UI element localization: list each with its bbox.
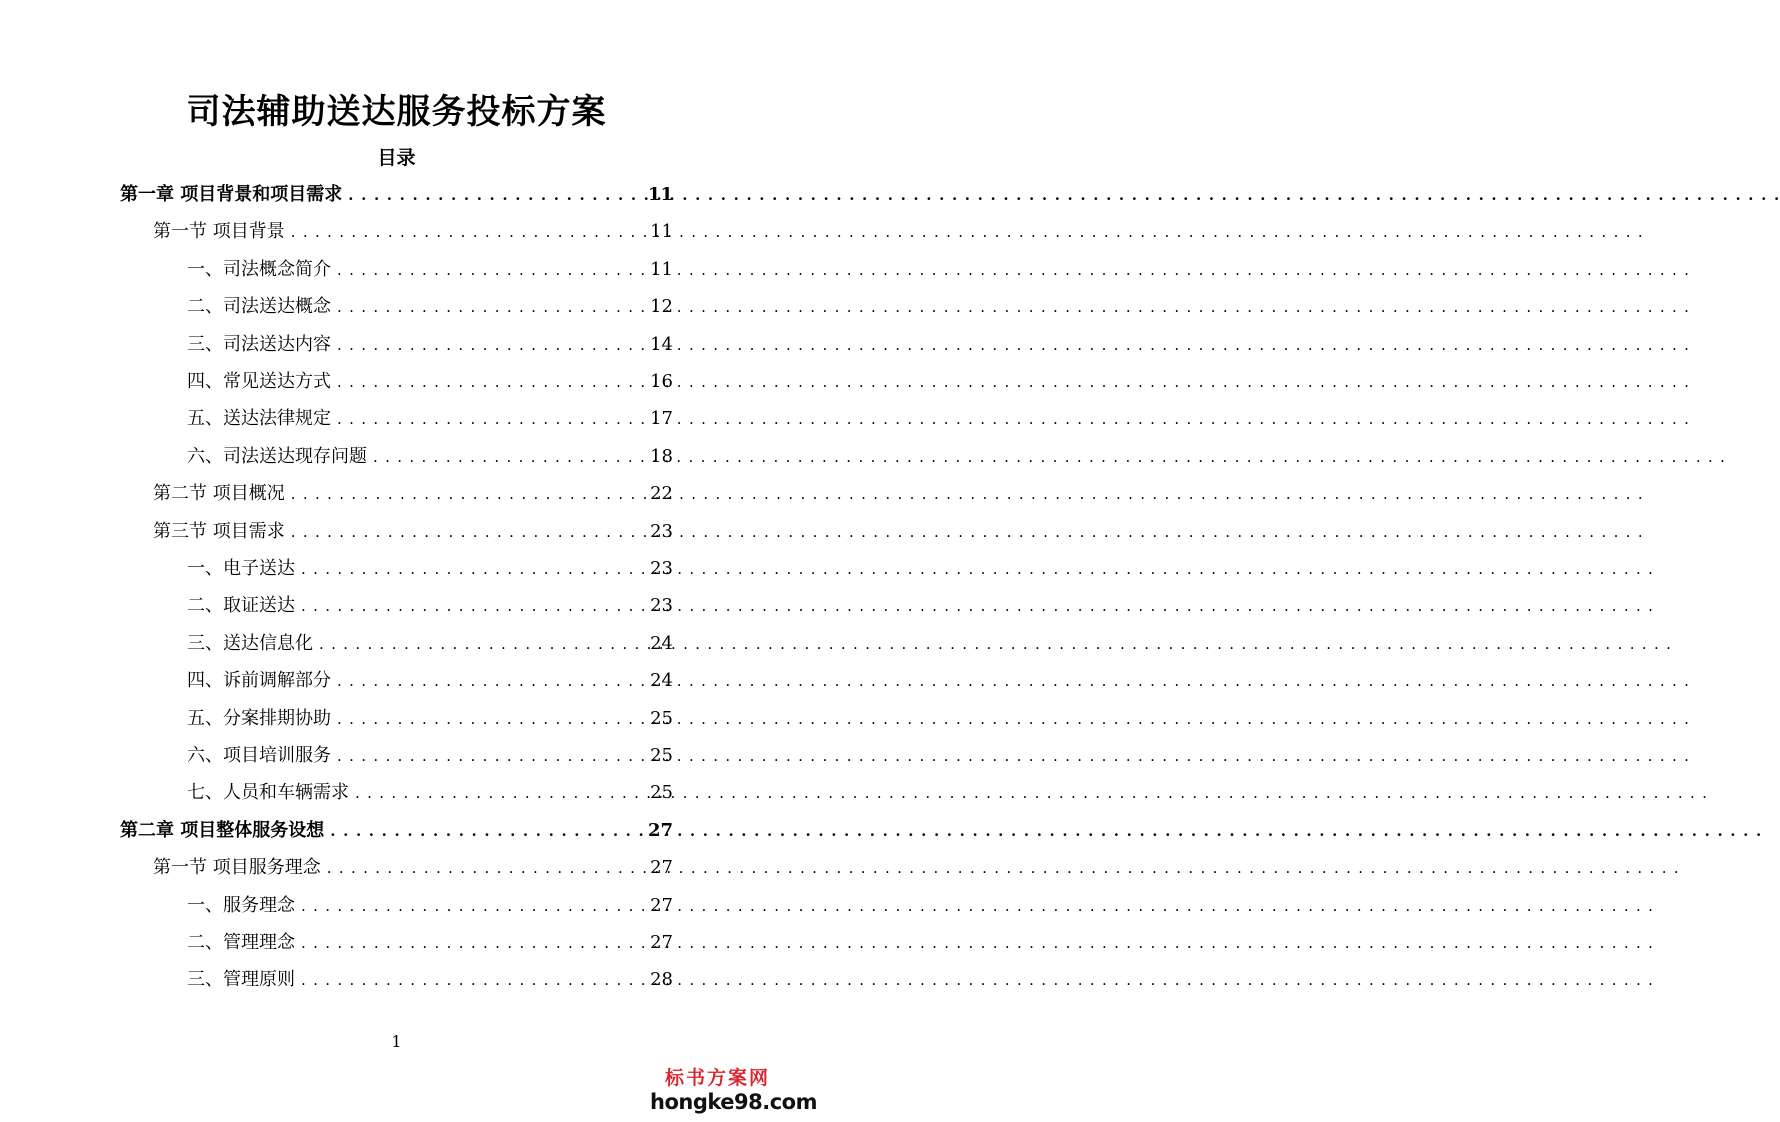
toc-entry-page: 23 <box>650 558 673 579</box>
toc-entry-page: 27 <box>650 932 673 953</box>
toc-dot-leader <box>337 742 641 770</box>
toc-dot-leader <box>301 892 641 920</box>
toc-entry-page: 25 <box>650 782 673 804</box>
toc-dot-leader <box>373 443 641 471</box>
toc-entry-page: 23 <box>650 595 673 617</box>
page-number: 1 <box>391 1032 402 1051</box>
toc-dot-leader <box>355 779 641 807</box>
toc-entry-label: 四、诉前调解部分 <box>187 670 331 692</box>
toc-entry-label: 六、项目培训服务 <box>187 745 331 766</box>
toc-entry-label: 第二章 项目整体服务设想 <box>120 819 325 841</box>
toc-entry-page: 12 <box>650 296 673 318</box>
toc-entry-label: 第一节 项目背景 <box>153 221 285 243</box>
toc-entry-page: 11 <box>647 184 673 205</box>
toc-entry[interactable] <box>187 705 673 733</box>
watermark-url: hongke98.com <box>650 1090 817 1114</box>
toc-entry-label: 二、取证送达 <box>187 595 295 617</box>
toc-entry[interactable] <box>187 331 673 359</box>
toc-entry-page: 24 <box>650 670 673 692</box>
toc-entry[interactable] <box>187 742 673 770</box>
toc-entry[interactable] <box>187 779 673 807</box>
toc-dot-leader <box>301 929 641 957</box>
toc-entry[interactable] <box>187 892 673 920</box>
toc-entry[interactable] <box>187 256 673 284</box>
toc-entry-page: 27 <box>650 894 673 916</box>
toc-entry[interactable] <box>187 929 673 957</box>
watermark-brand: 标书方案网 <box>664 1067 770 1089</box>
toc-entry-label: 三、管理原则 <box>187 969 295 991</box>
toc-entry[interactable] <box>153 854 673 882</box>
toc-entry-label: 三、司法送达内容 <box>187 333 331 355</box>
toc-entry-page: 28 <box>650 969 673 991</box>
document-title: 司法辅助送达服务投标方案 <box>186 92 607 132</box>
toc-entry-page: 25 <box>650 745 673 766</box>
toc-dot-leader <box>337 331 641 359</box>
toc-dot-leader <box>291 518 641 546</box>
toc-entry-page: 24 <box>650 632 673 654</box>
toc-entry-label: 第三节 项目需求 <box>153 520 285 542</box>
toc-entry-page: 23 <box>650 520 673 542</box>
toc-dot-leader <box>327 854 641 882</box>
toc-entry-page: 27 <box>650 857 673 879</box>
toc-entry-label: 七、人员和车辆需求 <box>187 782 349 804</box>
toc-dot-leader <box>291 218 641 246</box>
toc-entry-page: 22 <box>650 483 673 505</box>
site-watermark <box>650 1066 817 1114</box>
toc-entry-label: 三、送达信息化 <box>187 632 313 654</box>
toc-entry[interactable] <box>187 555 673 583</box>
toc-entry-label: 第二节 项目概况 <box>153 483 285 505</box>
toc-dot-leader <box>301 966 641 994</box>
toc-entry[interactable] <box>187 630 673 658</box>
toc-dot-leader <box>319 630 641 658</box>
toc-dot-leader <box>337 405 641 433</box>
toc-entry[interactable] <box>187 293 673 321</box>
toc-entry-label: 二、管理理念 <box>187 932 295 953</box>
toc-heading: 目录 <box>377 147 416 169</box>
toc-entry[interactable] <box>187 966 673 994</box>
toc-entry-label: 六、司法送达现存问题 <box>187 445 367 467</box>
toc-entry[interactable] <box>187 368 673 396</box>
toc-entry[interactable] <box>187 592 673 620</box>
toc-entry[interactable] <box>153 218 673 246</box>
toc-entry-label: 五、分案排期协助 <box>187 707 331 729</box>
toc-entry-label: 四、常见送达方式 <box>187 371 331 392</box>
toc-entry-page: 11 <box>650 258 673 280</box>
toc-entry-label: 一、电子送达 <box>187 558 295 579</box>
toc-dot-leader <box>301 555 641 583</box>
toc-dot-leader <box>337 667 641 695</box>
toc-entry-page: 16 <box>650 371 673 392</box>
toc-entry[interactable] <box>153 518 673 546</box>
toc-entry-label: 五、送达法律规定 <box>187 408 331 430</box>
toc-dot-leader <box>348 181 640 209</box>
toc-dot-leader <box>337 705 641 733</box>
toc-dot-leader <box>330 817 640 845</box>
toc-dot-leader <box>301 592 641 620</box>
toc-entry[interactable] <box>187 443 673 471</box>
toc-entry[interactable] <box>187 405 673 433</box>
toc-entry-page: 17 <box>650 408 673 430</box>
toc-entry-page: 18 <box>650 445 673 467</box>
toc-entry-page: 25 <box>650 707 673 729</box>
toc-entry[interactable] <box>120 817 673 845</box>
toc-dot-leader <box>291 480 641 508</box>
toc-entry[interactable] <box>120 181 673 209</box>
toc-entry-label: 第一章 项目背景和项目需求 <box>120 184 343 205</box>
toc-dot-leader <box>337 368 641 396</box>
toc-dot-leader <box>337 256 641 284</box>
toc-entry-page: 27 <box>647 819 673 841</box>
toc-entry-label: 二、司法送达概念 <box>187 296 331 318</box>
toc-entry-label: 第一节 项目服务理念 <box>153 857 321 879</box>
toc-entry[interactable] <box>187 667 673 695</box>
toc-entry[interactable] <box>153 480 673 508</box>
toc-dot-leader <box>337 293 641 321</box>
toc-entry-page: 11 <box>650 221 673 243</box>
toc-entry-page: 14 <box>650 333 673 355</box>
toc-entry-label: 一、司法概念简介 <box>187 258 331 280</box>
toc-entry-label: 一、服务理念 <box>187 894 295 916</box>
